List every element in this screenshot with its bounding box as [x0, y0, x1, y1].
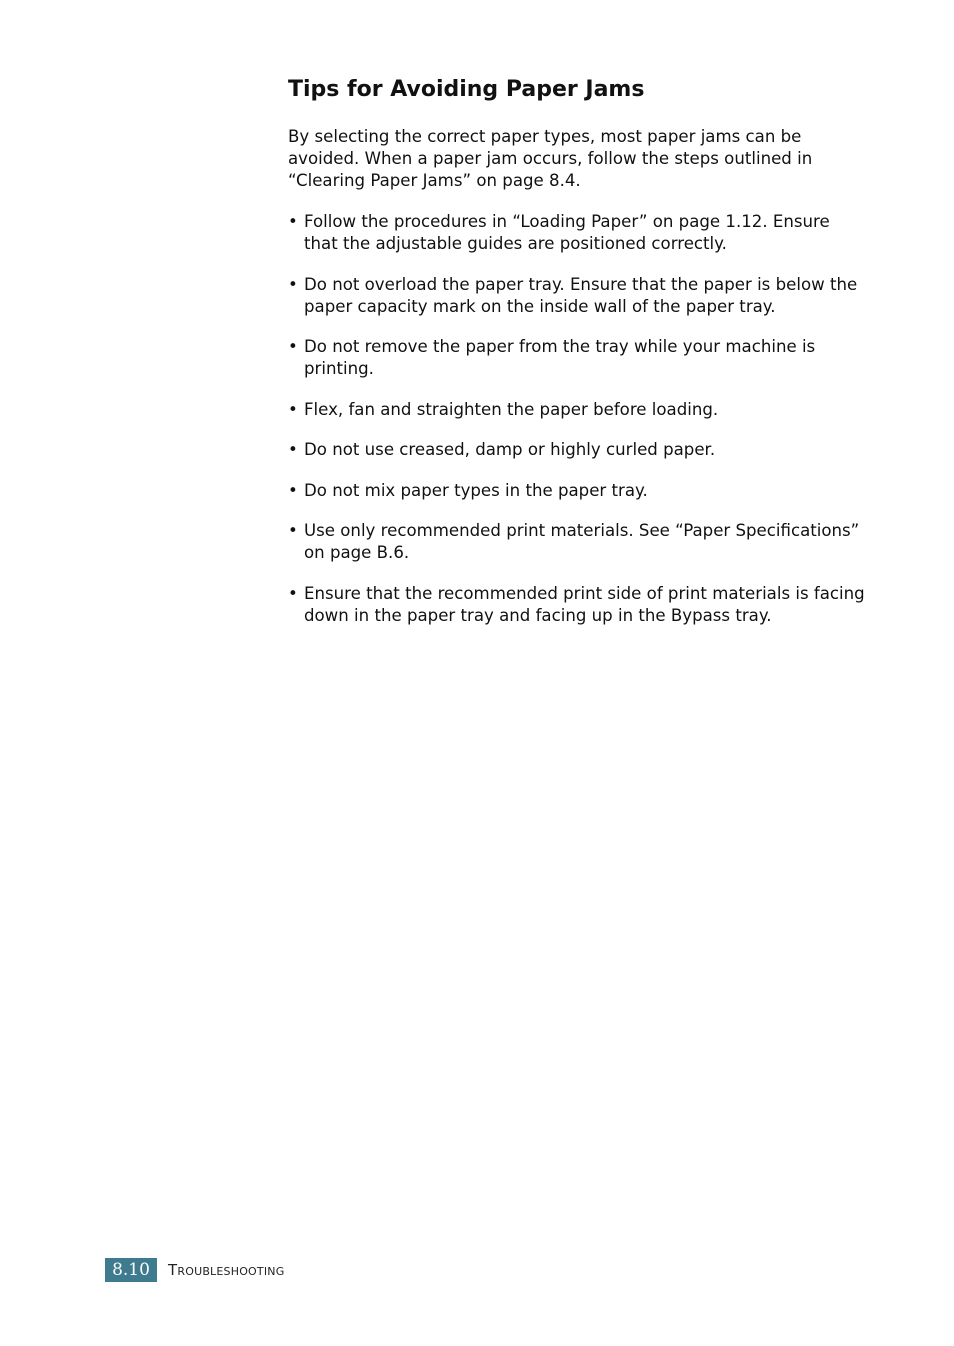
page-footer [105, 1258, 284, 1282]
tip-text: Flex, fan and straighten the paper before loading. [304, 399, 719, 419]
main-content [288, 74, 868, 645]
list-item [288, 399, 868, 421]
bullet: • [288, 583, 298, 603]
intro-paragraph: By selecting the correct paper types, most paper jams can be avoided. When a paper jam occurs, follow the steps outlined in “Clearing Paper Jams” on page 8.4. [288, 127, 813, 190]
bullet: • [288, 399, 298, 419]
tip-text: Do not mix paper types in the paper tray. [304, 480, 648, 500]
list-item [288, 274, 868, 318]
tip-text: Do not use creased, damp or highly curled paper. [304, 440, 716, 459]
list-item [288, 520, 868, 564]
footer-section-label: Troubleshooting [168, 1261, 285, 1279]
bullet: • [288, 337, 298, 356]
tip-text: Do not remove the paper from the tray while your machine is printing. [304, 337, 816, 378]
bullet: • [288, 440, 298, 459]
list-item [288, 583, 868, 627]
tip-text: Follow the procedures in “Loading Paper” on page 1.12. Ensure that the adjustable guides are positioned correctly. [304, 212, 830, 253]
tip-text: Use only recommended print materials. See “Paper Specifications” on page B.6. [304, 521, 860, 562]
list-item [288, 336, 868, 380]
list-item [288, 211, 868, 255]
tip-text: Ensure that the recommended print side of print materials is facing down in the paper tray and facing up in the Bypass tray. [304, 583, 865, 625]
page-number: 8.10 [105, 1258, 157, 1282]
bullet: • [288, 521, 298, 540]
tips-list [288, 211, 868, 627]
list-item [288, 439, 868, 461]
bullet: • [288, 212, 298, 231]
bullet: • [288, 480, 298, 500]
section-title: Tips for Avoiding Paper Jams [288, 77, 645, 102]
bullet: • [288, 274, 298, 294]
list-item [288, 480, 868, 502]
tip-text: Do not overload the paper tray. Ensure that the paper is below the paper capacity mark on the inside wall of the paper tray. [304, 274, 858, 316]
